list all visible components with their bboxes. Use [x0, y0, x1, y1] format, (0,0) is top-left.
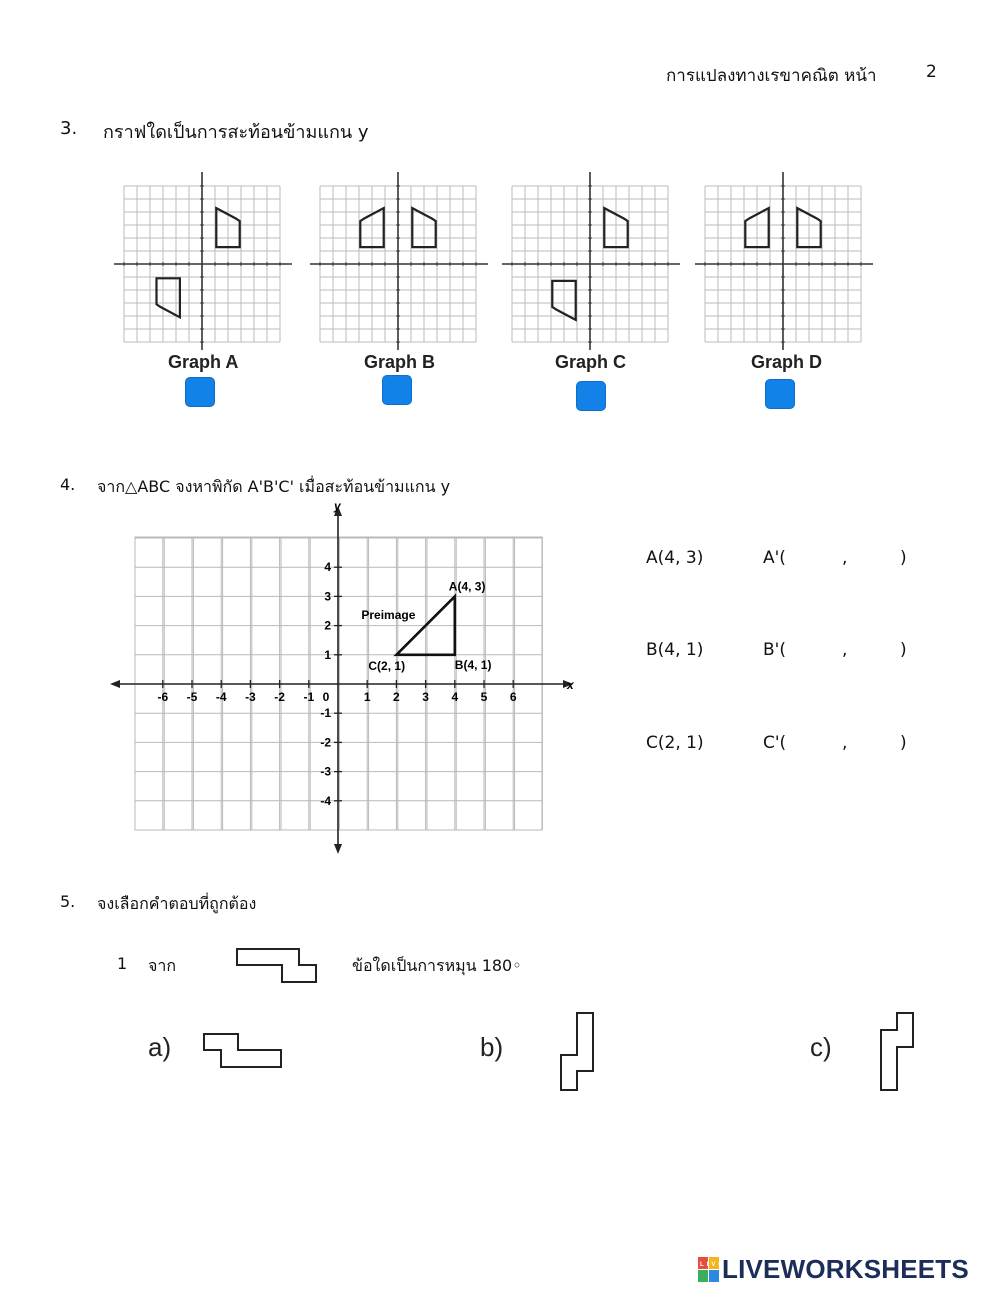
x-tick-label: 0 [322, 690, 330, 704]
option-c-letter: c) [810, 1032, 832, 1062]
option-a-shape-icon[interactable] [201, 1030, 287, 1072]
graph-a-plot [112, 168, 294, 354]
graph-c-plot [500, 168, 682, 354]
q4-text: จาก△ABC จงหาพิกัด A'B'C' เมื่อสะท้อนข้ามแกน y [97, 477, 451, 496]
q4-number: 4. [60, 475, 76, 494]
x-axis-label: x [567, 678, 574, 692]
graph-d-answer-box[interactable] [765, 379, 795, 409]
x-tick-label: 2 [393, 690, 400, 704]
graph-d-label: Graph D [751, 352, 823, 372]
x-tick-label: -4 [215, 690, 227, 704]
graph-b-answer-box[interactable] [382, 375, 412, 405]
graph-c-answer-box[interactable] [576, 381, 606, 411]
row-1-given-point: A(4, 3) [646, 548, 704, 568]
row-2-comma: , [842, 640, 848, 660]
page-number: 2 [926, 62, 937, 82]
vertex-label-c: C(2, 1) [368, 658, 406, 673]
q4-coordinate-graph [105, 500, 580, 855]
y-tick-label: 2 [324, 618, 331, 633]
graph-b-label: Graph B [364, 352, 436, 372]
row-3-given-point: C(2, 1) [646, 733, 704, 753]
x-tick-label: 1 [363, 690, 371, 704]
x-tick-label: -6 [157, 690, 169, 704]
row-1-comma: , [842, 548, 848, 568]
row-2-close-paren: ) [900, 640, 907, 660]
q5-item-number: 1 [117, 954, 128, 973]
row-3-comma: , [842, 733, 848, 753]
row-2-given-point: B(4, 1) [646, 640, 704, 660]
graph-a-answer-box[interactable] [185, 377, 215, 407]
row-1-image-prefix: A'( [763, 548, 786, 568]
y-tick-label: -3 [320, 764, 331, 779]
row-3-close-paren: ) [900, 733, 907, 753]
row-1-close-paren: ) [900, 548, 907, 568]
header-title: การแปลงทางเรขาคณิต หน้า [666, 66, 877, 86]
y-tick-label: 1 [324, 647, 331, 662]
liveworksheets-logo-icon [698, 1257, 726, 1283]
y-tick-label: 4 [324, 560, 331, 575]
vertex-label-a: A(4, 3) [448, 579, 486, 594]
q3-number: 3. [60, 118, 78, 139]
option-b-shape-icon[interactable] [557, 1010, 599, 1094]
x-tick-label: 4 [451, 690, 459, 704]
preimage-label: Preimage [361, 608, 416, 623]
logo-small-text: LIVE [700, 1262, 726, 1268]
option-a-letter: a) [148, 1032, 172, 1062]
x-tick-label: -5 [186, 690, 198, 704]
y-axis-label: y [334, 500, 341, 513]
q5-question: ข้อใดเป็นการหมุน 180◦ [352, 956, 522, 975]
q5-from-label: จาก [148, 956, 177, 975]
y-tick-label: -4 [320, 793, 331, 808]
graph-c-label: Graph C [555, 352, 627, 372]
graph-a-label: Graph A [168, 352, 239, 372]
q3-text: กราฟใดเป็นการสะท้อนข้ามแกน y [103, 122, 369, 143]
x-tick-label: -1 [303, 690, 315, 704]
row-3-image-prefix: C'( [763, 733, 787, 753]
q5-number: 5. [60, 892, 76, 911]
option-b-letter: b) [480, 1032, 504, 1062]
vertex-label-b: B(4, 1) [454, 657, 492, 672]
x-tick-label: 6 [509, 690, 517, 704]
graph-b-plot [308, 168, 490, 354]
x-tick-label: 5 [480, 690, 488, 704]
y-tick-label: 3 [324, 589, 331, 604]
liveworksheets-logo-text: LIVEWORKSHEETS [722, 1254, 969, 1284]
graph-d-plot [693, 168, 875, 354]
original-shape-icon [234, 946, 320, 986]
option-c-shape-icon[interactable] [877, 1010, 919, 1094]
x-tick-label: -2 [274, 690, 285, 704]
x-tick-label: 3 [422, 690, 429, 704]
row-2-image-prefix: B'( [763, 640, 786, 660]
y-tick-label: -1 [320, 706, 331, 721]
q5-text: จงเลือกคำตอบที่ถูกต้อง [97, 894, 257, 913]
x-tick-label: -3 [245, 690, 256, 704]
y-tick-label: -2 [320, 735, 331, 750]
